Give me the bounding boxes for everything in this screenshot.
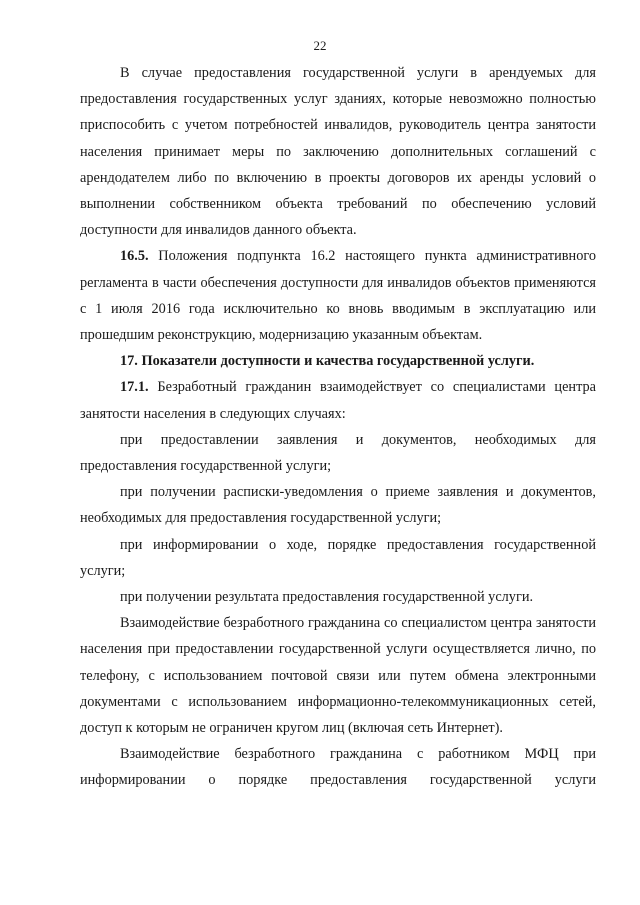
section-heading-17	[80, 348, 596, 374]
paragraph-text: Безработный гражданин взаимодействует со специалистами центра занятости населения в следующих случаях:	[80, 379, 596, 422]
page-number: 22	[313, 38, 327, 53]
list-item-receipt	[80, 479, 596, 531]
paragraph-interaction-mfc	[80, 741, 596, 793]
paragraph-text: при информировании о ходе, порядке предоставления государственной услуги;	[80, 536, 596, 579]
paragraph-interaction-center	[80, 610, 596, 741]
document-body	[80, 60, 596, 794]
paragraph-text: при получении результата предоставления государственной услуги.	[120, 589, 534, 606]
clause-number: 17.1.	[120, 379, 149, 396]
paragraph-text: Взаимодействие безработного гражданина с работником МФЦ при информировании о порядке предоставления государственной услуги	[80, 746, 596, 789]
paragraph-16-5	[80, 243, 596, 348]
paragraph-17-1	[80, 374, 596, 426]
paragraph-text: при получении расписки-уведомления о приеме заявления и документов, необходимых для предоставления государственной услуги;	[80, 484, 596, 527]
paragraph-lease-premises	[80, 60, 596, 243]
paragraph-text: Взаимодействие безработного гражданина со специалистом центра занятости населения при предоставлении государственной услуги осуществляется лично, по телефону, с использованием почтовой связи или путем обмена электронными документами с использованием информационно-телекоммуникационных сетей, доступ к которым не ограничен кругом лиц (включая сеть Интернет).	[80, 615, 596, 737]
list-item-application	[80, 427, 596, 479]
paragraph-text: В случае предоставления государственной услуги в арендуемых для предоставления государственных услуг зданиях, которые невозможно полностью приспособить с учетом потребностей инвалидов, руководитель центра занятости населения принимает меры по заключению дополнительных соглашений с арендодателем либо по включению в проекты договоров их аренды условий о выполнении собственником объекта требований по обеспечению условий доступности для инвалидов данного объекта.	[80, 65, 596, 239]
section-heading: 17. Показатели доступности и качества государственной услуги.	[120, 353, 535, 370]
clause-number: 16.5.	[120, 248, 149, 265]
paragraph-text: Положения подпункта 16.2 настоящего пункта административного регламента в части обеспечения доступности для инвалидов объектов применяются с 1 июля 2016 года исключительно ко вновь вводимым в эксплуатацию или прошедшим реконструкцию, модернизацию указанным объектам.	[80, 248, 596, 344]
list-item-informing	[80, 532, 596, 584]
paragraph-text: при предоставлении заявления и документов, необходимых для предоставления государственной услуги;	[80, 431, 596, 475]
list-item-result	[80, 584, 596, 610]
